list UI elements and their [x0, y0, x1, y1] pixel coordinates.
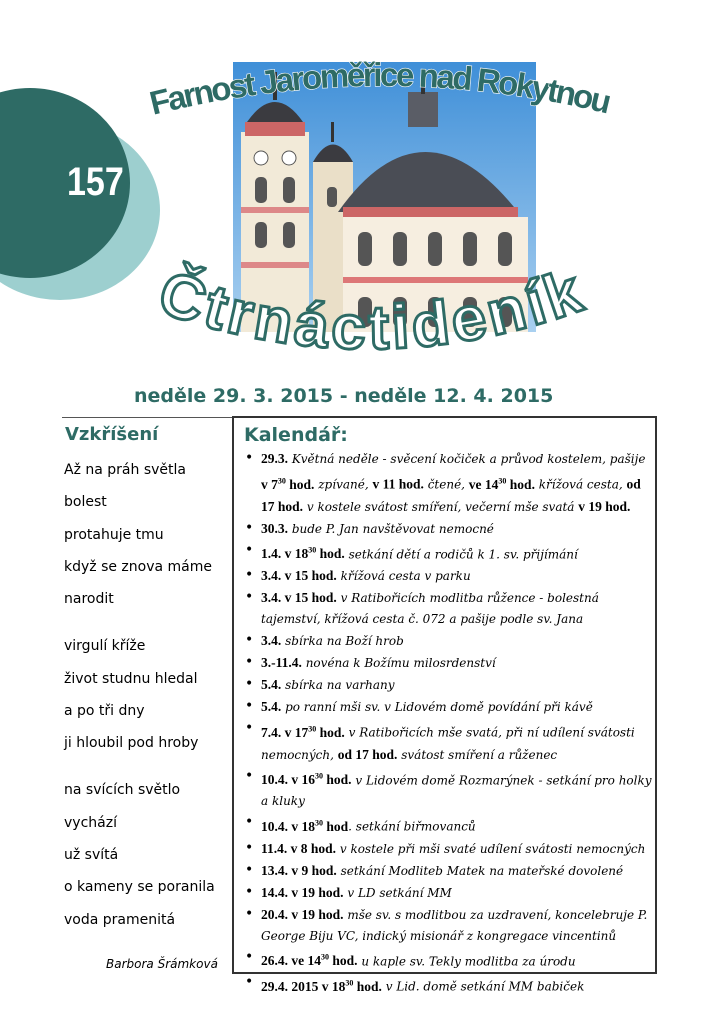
calendar-item: • 10.4. v $18^{30}$ hod. setkání biřmovanců: [242, 812, 654, 838]
calendar-item: • 3.4. sbírka na Boží hrob: [242, 630, 654, 652]
calendar-item: • 1.4. v $18^{30}$ hod. setkání dětí a rodičů k 1. sv. přijímání: [242, 540, 654, 566]
parish-title: [148, 55, 618, 125]
poem-title: Vzkříšení: [65, 424, 159, 445]
calendar-item: • 5.4. sbírka na varhany: [242, 674, 654, 696]
poem-line: voda pramenitá: [64, 912, 176, 928]
calendar-item: • 30.3. bude P. Jan navštěvovat nemocné: [242, 518, 654, 540]
parish-title-text: Farnost Jaroměřice nad Rokytnou: [146, 55, 616, 122]
poem-line: na svících světlo: [64, 782, 181, 798]
calendar-item: • 3.4. v 15 hod. křížová cesta v parku: [242, 565, 654, 587]
main-title-text: Čtrnáctideník: [150, 256, 591, 364]
poem-line: už svítá: [64, 847, 119, 863]
poem-line: vychází: [64, 815, 117, 831]
calendar-item: • 3.4. v 15 hod. v Ratibořicích modlitba růžence - bolestná tajemství, křížová cesta č. 072 a pašije podle sv. Jana: [242, 587, 654, 630]
poem-line: a po tři dny: [64, 703, 145, 719]
poem-line: bolest: [64, 494, 107, 510]
poem-line: Až na práh světla: [64, 462, 186, 478]
poem-line: protahuje tmu: [64, 527, 164, 543]
poem-author: Barbora Šrámková: [106, 957, 218, 971]
svg-text:Čtrnáctideník: [151, 257, 591, 363]
calendar-item: • 20.4. v 19 hod. mše sv. s modlitbou za uzdravení, koncelebruje P. George Biju VC, indický misionář z kongregace vincentinů: [242, 904, 654, 947]
calendar-item: • 14.4. v 19 hod. v LD setkání MM: [242, 882, 654, 904]
calendar-box: [232, 416, 657, 994]
poem-line: narodit: [64, 591, 114, 607]
calendar-item: • 29.3. Květná neděle - svěcení kočiček a průvod kostelem, pašije v $7^{30}$ hod. zpívané, v 11 hod. čtené, ve $14^{30}$ hod. křížová cesta, od 17 hod. v kostele svátost smíření, večerní mše svatá v 19 hod.: [242, 448, 654, 518]
date-range: neděle 29. 3. 2015 - neděle 12. 4. 2015: [134, 385, 554, 407]
poem-column: [62, 418, 232, 978]
poem-line: život studnu hledal: [64, 671, 198, 687]
calendar-item: • 11.4. v 8 hod. v kostele při mši svaté udílení svátosti nemocných: [242, 838, 654, 860]
calendar-item: • 13.4. v 9 hod. setkání Modliteb Matek na mateřské dovolené: [242, 860, 654, 882]
calendar-list: [242, 448, 654, 998]
calendar-item: • 7.4. v $17^{30}$ hod. v Ratibořicích mše svatá, při ní udílení svátosti nemocných, od 17 hod. svátost smíření a růženec: [242, 718, 654, 766]
poem-line: ji hloubil pod hroby: [64, 735, 199, 751]
poem-line: virgulí kříže: [64, 638, 146, 654]
issue-number: 157: [67, 160, 124, 204]
calendar-item: • 3.-11.4. novéna k Božímu milosrdenství: [242, 652, 654, 674]
calendar-item: • 10.4. v $16^{30}$ hod. v Lidovém domě Rozmarýnek - setkání pro holky a kluky: [242, 766, 654, 813]
main-title: [150, 255, 600, 375]
calendar-item: • 29.4. 2015 v $18^{30}$ hod. v Lid. domě setkání MM babiček: [242, 972, 654, 998]
calendar-item: • 5.4. po ranní mši sv. v Lidovém domě povídání při kávě: [242, 696, 654, 718]
poem-line: o kameny se poranila: [64, 879, 215, 895]
svg-text:Farnost Jaroměřice nad Rokytno: [146, 56, 615, 122]
calendar-title: Kalendář:: [244, 424, 348, 446]
poem-line: když se znova máme: [64, 559, 213, 575]
calendar-item: • 26.4. ve $14^{30}$ hod. u kaple sv. Tekly modlitba za úrodu: [242, 947, 654, 973]
